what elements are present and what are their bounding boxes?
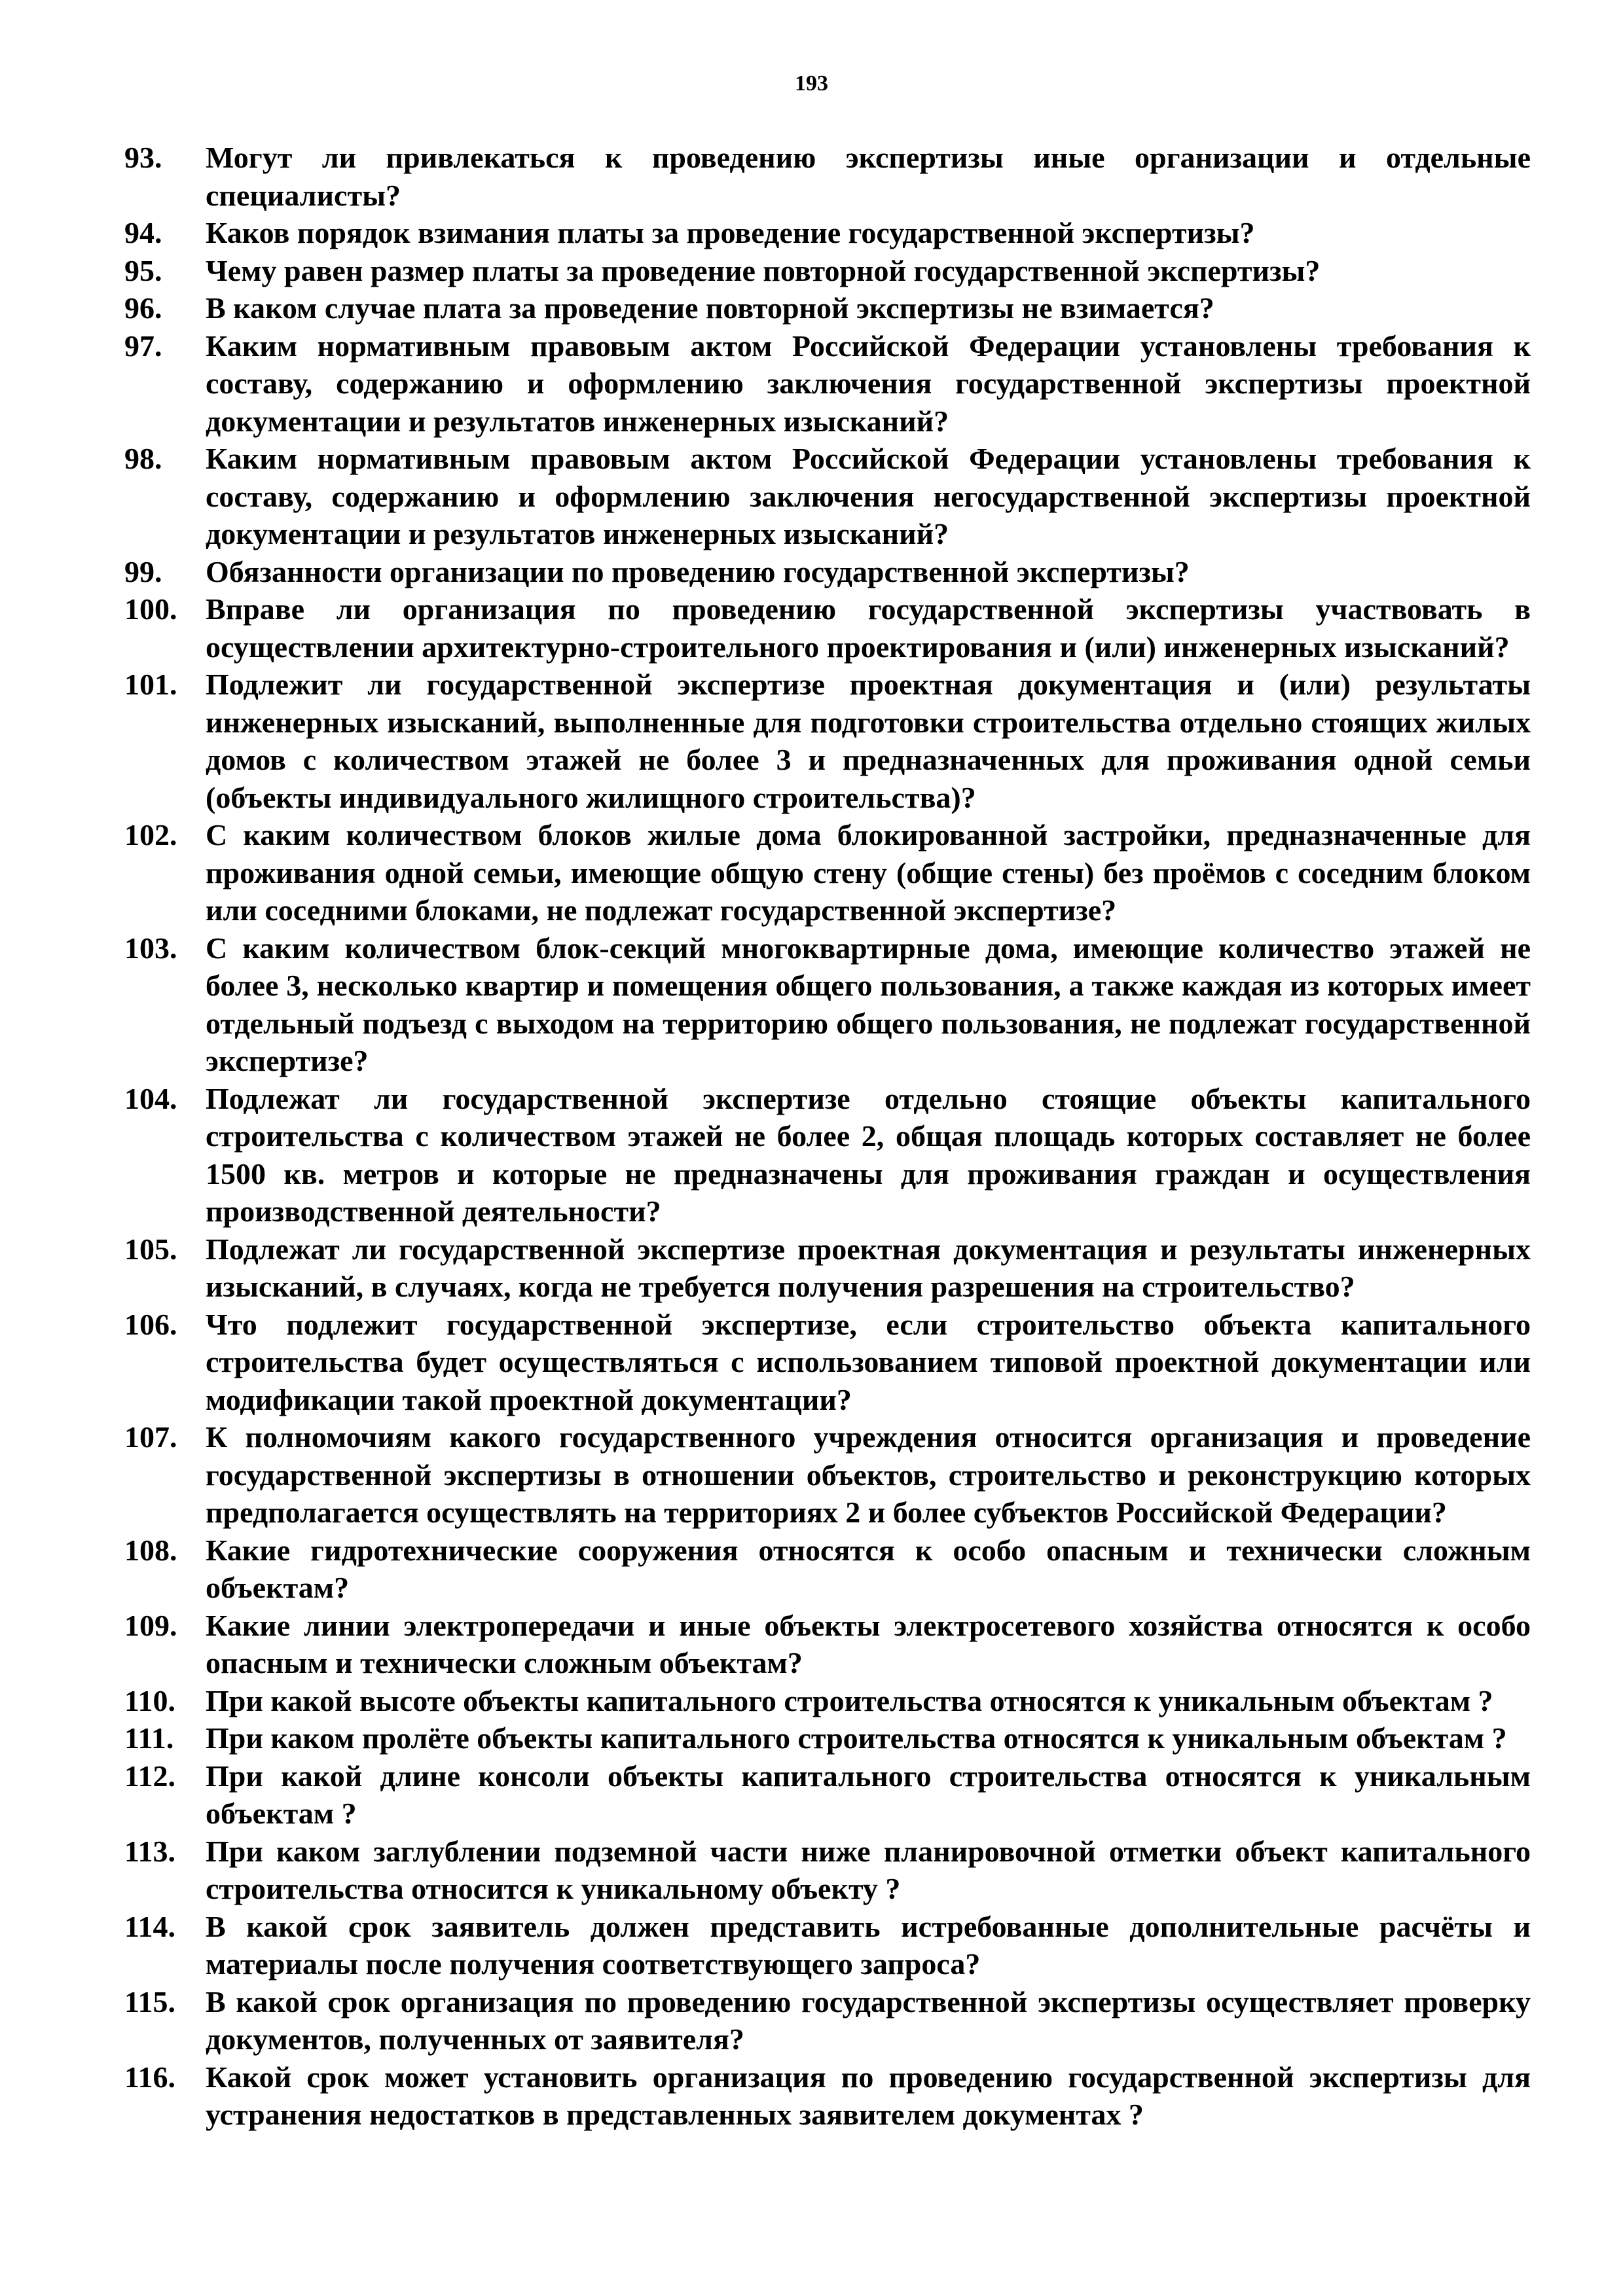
question-number: 97.: [124, 329, 162, 363]
question-item: [124, 1532, 1531, 1607]
question-text: Какие линии электропередачи и иные объекты электросетевого хозяйства относятся к особо опасным и технически сложным объектам?: [206, 1608, 1531, 1679]
question-number: 113.: [124, 1834, 175, 1868]
question-item: [124, 1682, 1531, 1720]
question-number: 94.: [124, 216, 162, 249]
question-text: При какой длине консоли объекты капитального строительства относятся к уникальным объектам ?: [206, 1759, 1531, 1830]
question-text: Каков порядок взимания платы за проведение государственной экспертизы?: [206, 216, 1255, 249]
question-item: [124, 666, 1531, 816]
question-item: [124, 1983, 1531, 2058]
question-number: 98.: [124, 442, 162, 475]
question-text: Какие гидротехнические сооружения относятся к особо опасным и технически сложным объектам?: [206, 1533, 1531, 1604]
question-number: 102.: [124, 818, 177, 852]
question-number: 95.: [124, 253, 162, 287]
question-text: В каком случае плата за проведение повторной экспертизы не взимается?: [206, 291, 1214, 325]
question-item: [124, 1080, 1531, 1230]
page-number: 193: [795, 71, 828, 96]
question-text: Подлежат ли государственной экспертизе отдельно стоящие объекты капитального строительства с количеством этажей не более 2, общая площадь которых составляет не более 1500 кв. метров и которые не предназначены для проживания граждан и осуществления производственной деятельности?: [206, 1081, 1531, 1228]
question-item: [124, 1230, 1531, 1306]
question-number: 105.: [124, 1232, 177, 1266]
question-text: Подлежат ли государственной экспертизе проектная документация и результаты инженерных изысканий, в случаях, когда не требуется получения разрешения на строительство?: [206, 1232, 1531, 1303]
question-text: В какой срок заявитель должен представить истребованные дополнительные расчёты и материалы после получения соответствующего запроса?: [206, 1909, 1531, 1981]
question-item: [124, 139, 1531, 214]
question-item: [124, 1833, 1531, 1908]
question-item: [124, 929, 1531, 1080]
question-number: 106.: [124, 1307, 177, 1341]
question-text: При какой высоте объекты капитального строительства относятся к уникальным объектам ?: [206, 1683, 1493, 1717]
question-number: 115.: [124, 1984, 175, 2018]
question-text: С каким количеством блок-секций многоквартирные дома, имеющие количество этажей не более 3, несколько квартир и помещения общего пользования, а также каждая из которых имеет отдельный подъезд с выходом на территорию общего пользования, не подлежат государственной экспертизе?: [206, 931, 1531, 1077]
question-number: 104.: [124, 1081, 177, 1115]
question-number: 116.: [124, 2060, 175, 2094]
question-text: При каком заглублении подземной части ниже планировочной отметки объект капитального строительства относится к уникальному объекту ?: [206, 1834, 1531, 1905]
question-text: С каким количеством блоков жилые дома блокированной застройки, предназначенные для проживания одной семьи, имеющие общую стену (общие стены) без проёмов с соседним блоком или соседними блоками, не подлежат государственной экспертизе?: [206, 818, 1531, 927]
question-item: [124, 2058, 1531, 2134]
question-text: Обязанности организации по проведению государственной экспертизы?: [206, 554, 1190, 588]
question-number: 96.: [124, 291, 162, 325]
question-item: [124, 1418, 1531, 1532]
question-number: 100.: [124, 592, 177, 626]
question-number: 110.: [124, 1683, 175, 1717]
question-text: В какой срок организация по проведению государственной экспертизы осуществляет проверку документов, полученных от заявителя?: [206, 1984, 1531, 2056]
question-text: Каким нормативным правовым актом Российской Федерации установлены требования к составу, содержанию и оформлению заключения государственной экспертизы проектной документации и результатов инженерных изысканий?: [206, 329, 1531, 438]
question-item: [124, 289, 1531, 327]
question-number: 114.: [124, 1909, 175, 1943]
question-text: При каком пролёте объекты капитального строительства относятся к уникальным объектам ?: [206, 1721, 1507, 1755]
question-item: [124, 816, 1531, 929]
question-number: 112.: [124, 1759, 175, 1793]
question-item: [124, 1719, 1531, 1757]
question-text: Чему равен размер платы за проведение повторной государственной экспертизы?: [206, 253, 1321, 287]
question-item: [124, 327, 1531, 440]
question-text: Какой срок может установить организация по проведению государственной экспертизы для устранения недостатков в представленных заявителем документах ?: [206, 2060, 1531, 2131]
question-number: 93.: [124, 141, 162, 174]
question-number: 111.: [124, 1721, 174, 1755]
question-item: [124, 252, 1531, 290]
question-item: [124, 1757, 1531, 1833]
question-number: 103.: [124, 931, 177, 965]
question-text: Что подлежит государственной экспертизе, если строительство объекта капитального строительства будет осуществляться с использованием типовой проектной документации или модификации такой проектной документации?: [206, 1307, 1531, 1416]
question-item: [124, 1607, 1531, 1682]
question-number: 109.: [124, 1608, 177, 1642]
question-number: 99.: [124, 554, 162, 588]
question-item: [124, 590, 1531, 666]
question-item: [124, 553, 1531, 591]
question-item: [124, 440, 1531, 553]
question-item: [124, 1908, 1531, 1983]
question-text: Вправе ли организация по проведению государственной экспертизы участвовать в осуществлении архитектурно-строительного проектирования и (или) инженерных изысканий?: [206, 592, 1531, 664]
question-item: [124, 214, 1531, 252]
question-text: К полномочиям какого государственного учреждения относится организация и проведение государственной экспертизы в отношении объектов, строительство и реконструкцию которых предполагается осуществлять на территориях 2 и более субъектов Российской Федерации?: [206, 1420, 1531, 1529]
question-list: [124, 139, 1531, 2134]
question-text: Могут ли привлекаться к проведению экспертизы иные организации и отдельные специалисты?: [206, 141, 1531, 212]
question-text: Подлежит ли государственной экспертизе проектная документация и (или) результаты инженерных изысканий, выполненные для подготовки строительства отдельно стоящих жилых домов с количеством этажей не более 3 и предназначенных для проживания одной семьи (объекты индивидуального жилищного строительства)?: [206, 668, 1531, 814]
question-number: 108.: [124, 1533, 177, 1567]
question-item: [124, 1306, 1531, 1419]
question-text: Каким нормативным правовым актом Российской Федерации установлены требования к составу, содержанию и оформлению заключения негосударственной экспертизы проектной документации и результатов инженерных изысканий?: [206, 442, 1531, 550]
question-number: 101.: [124, 668, 177, 701]
question-number: 107.: [124, 1420, 177, 1454]
